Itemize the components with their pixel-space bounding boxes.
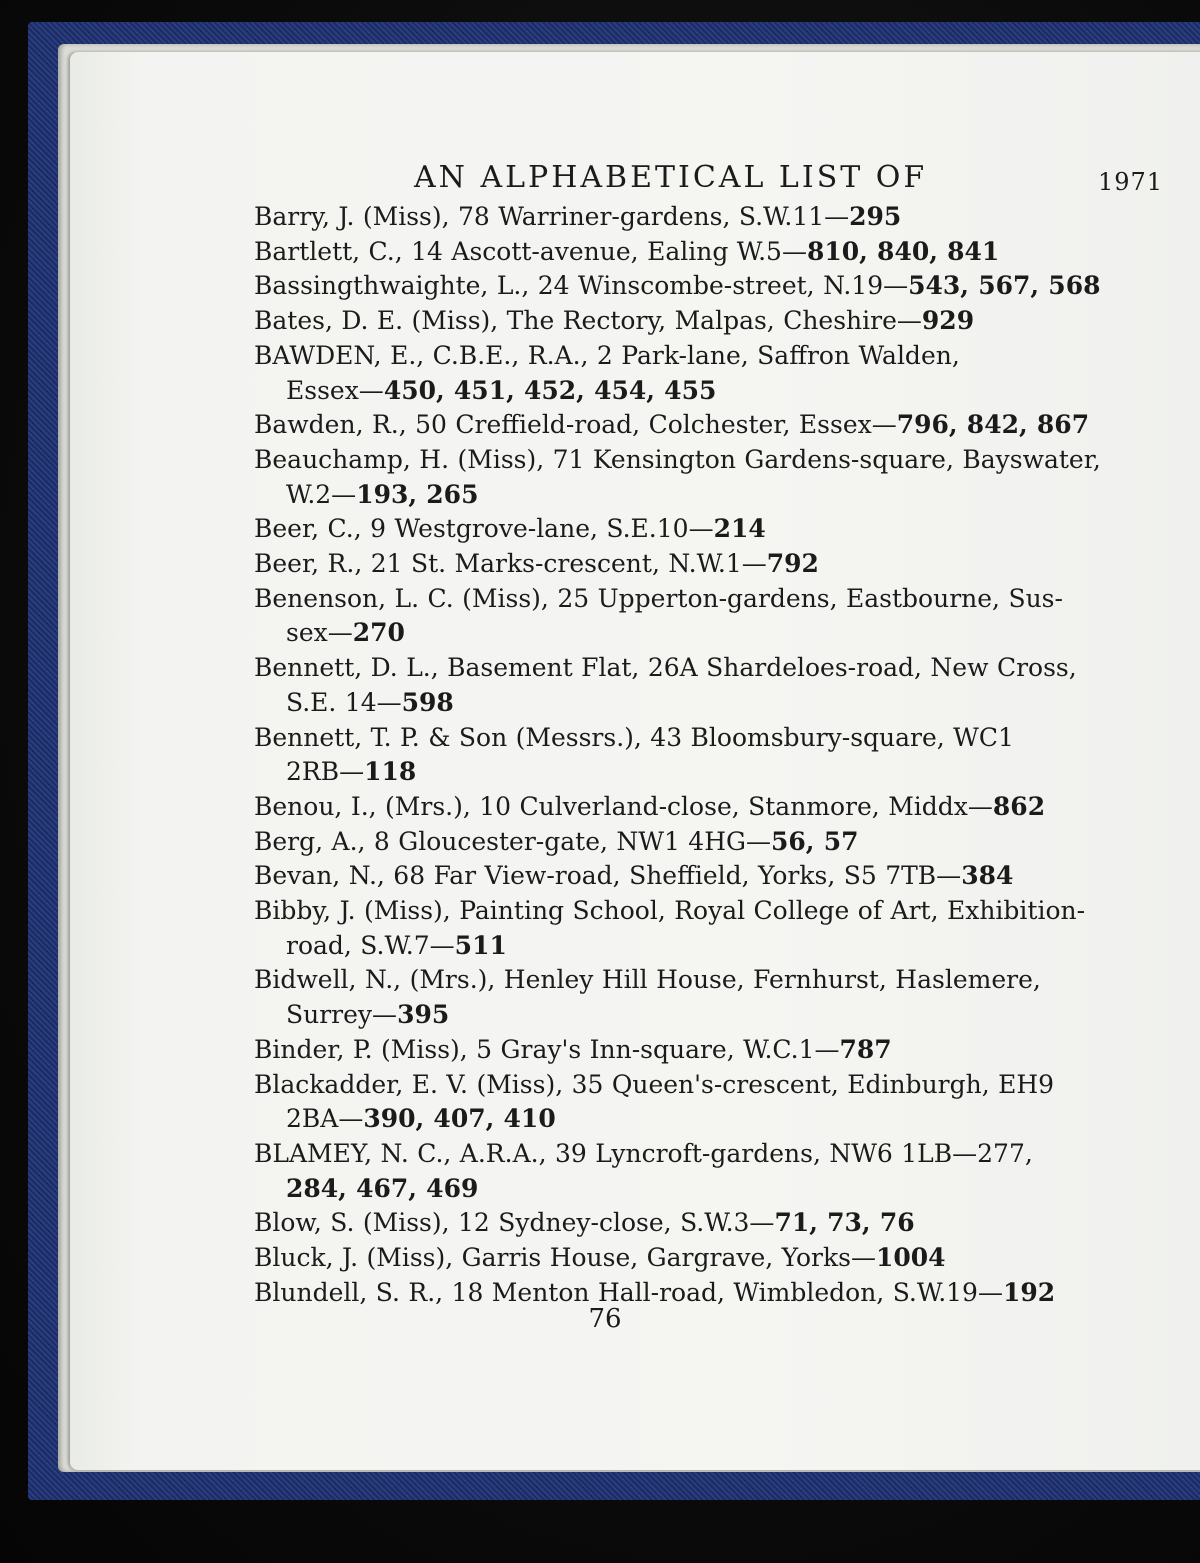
page-title: AN ALPHABETICAL LIST OF: [414, 160, 928, 195]
list-item: [254, 235, 1166, 270]
page-year: 1971: [1098, 168, 1164, 196]
entry-numbers: 71, 73, 76: [774, 1208, 915, 1238]
entry-text: Blackadder, E. V. (Miss), 35 Queen's-crescent, Edinburgh, EH9: [254, 1069, 1055, 1099]
entry-numbers: 543, 567, 568: [908, 271, 1101, 301]
entry-text: Beer, R., 21 St. Marks-crescent, N.W.1—: [254, 549, 767, 579]
entry-numbers: 390, 407, 410: [363, 1104, 556, 1134]
entry-numbers: 214: [713, 514, 766, 544]
entry-numbers: 792: [766, 549, 819, 579]
entry-list: [254, 200, 1166, 1311]
entry-text: Bassingthwaighte, L., 24 Winscombe-street, N.19—: [254, 271, 909, 301]
entry-text: Bluck, J. (Miss), Garris House, Gargrave, Yorks—: [254, 1243, 876, 1273]
list-item: [254, 443, 1166, 512]
list-item: [254, 512, 1166, 547]
entry-numbers: 598: [401, 687, 454, 717]
entry-text: Binder, P. (Miss), 5 Gray's Inn-square, W.C.1—: [254, 1034, 840, 1064]
entry-numbers: 295: [849, 202, 902, 231]
entry-cont-text: S.E. 14—: [286, 687, 402, 717]
entry-text: Benou, I., (Mrs.), 10 Culverland-close, Stanmore, Middx—: [254, 791, 993, 821]
entry-numbers: 56, 57: [771, 826, 859, 856]
list-item: [254, 963, 1166, 1032]
list-item: [254, 304, 1166, 339]
entry-numbers: 862: [992, 791, 1046, 821]
entry-text: Bidwell, N., (Mrs.), Henley Hill House, Fernhurst, Haslemere,: [254, 965, 1041, 995]
list-item: [254, 339, 1166, 408]
entry-text: Bevan, N., 68 Far View-road, Sheffield, Yorks, S5 7TB—: [254, 861, 962, 891]
entry-numbers: 810, 840, 841: [806, 236, 1000, 266]
entry-text: Bennett, D. L., Basement Flat, 26A Shardeloes-road, New Cross,: [254, 653, 1077, 683]
entry-continuation: [254, 616, 1166, 651]
list-item: [254, 1206, 1166, 1241]
entry-cont-text: Surrey—: [286, 1000, 398, 1030]
entry-numbers: 787: [839, 1034, 892, 1064]
list-item: [254, 269, 1166, 304]
entry-numbers: 511: [454, 930, 507, 960]
entry-text: BAWDEN, E., C.B.E., R.A., 2 Park-lane, Saffron Walden,: [254, 340, 960, 370]
page-number: 76: [588, 1304, 622, 1334]
entry-cont-text: Essex—: [286, 375, 384, 405]
list-item: [254, 200, 1166, 235]
entry-text: Bibby, J. (Miss), Painting School, Royal College of Art, Exhibition-: [254, 896, 1086, 926]
list-item: [254, 547, 1166, 582]
entry-continuation: [254, 1102, 1166, 1137]
entry-continuation: [254, 686, 1166, 721]
list-item: [254, 1033, 1166, 1068]
entry-numbers: 929: [921, 306, 975, 336]
list-item: [254, 1137, 1166, 1206]
list-item: [254, 408, 1166, 443]
entry-numbers: 1004: [875, 1243, 946, 1273]
entry-text: Benenson, L. C. (Miss), 25 Upperton-gardens, Eastbourne, Sus-: [254, 583, 1063, 613]
entry-text: Berg, A., 8 Gloucester-gate, NW1 4HG—: [254, 826, 771, 856]
list-item: [254, 651, 1166, 720]
entry-numbers: 384: [961, 861, 1014, 891]
entry-numbers: 284, 467, 469: [286, 1173, 479, 1203]
entry-text: Bawden, R., 50 Creffield-road, Colchester, Essex—: [254, 410, 897, 440]
entry-cont-text: W.2—: [286, 479, 357, 509]
entry-text: Beer, C., 9 Westgrove-lane, S.E.10—: [254, 514, 714, 544]
entry-text: Blundell, S. R., 18 Menton Hall-road, Wimbledon, S.W.19—: [254, 1277, 1003, 1307]
entry-numbers: 118: [364, 757, 417, 787]
list-item: [254, 1068, 1166, 1137]
entry-text: Bartlett, C., 14 Ascott-avenue, Ealing W.5—: [254, 236, 807, 266]
entry-continuation: [254, 374, 1166, 409]
entry-text: Bennett, T. P. & Son (Messrs.), 43 Bloomsbury-square, WC1: [254, 722, 1014, 752]
entry-numbers: 450, 451, 452, 454, 455: [383, 375, 717, 405]
running-header: [0, 160, 1200, 200]
entry-continuation: [254, 998, 1166, 1033]
list-item: [254, 582, 1166, 651]
list-item: [254, 825, 1166, 860]
entry-numbers: 193, 265: [356, 479, 479, 509]
entry-cont-text: road, S.W.7—: [286, 930, 455, 960]
list-item: [254, 721, 1166, 790]
entry-cont-text: 2BA—: [286, 1104, 364, 1134]
entry-text: Barry, J. (Miss), 78 Warriner-gardens, S.W.11—: [254, 202, 850, 231]
list-item: [254, 790, 1166, 825]
entry-cont-text: 2RB—: [286, 757, 365, 787]
entry-numbers: 796, 842, 867: [896, 410, 1090, 440]
entry-text: BLAMEY, N. C., A.R.A., 39 Lyncroft-gardens, NW6 1LB—277,: [254, 1138, 1033, 1168]
list-item: [254, 894, 1166, 963]
entry-numbers: 270: [352, 618, 405, 648]
entry-numbers: 395: [397, 1000, 450, 1030]
entry-continuation: [254, 1172, 1166, 1207]
entry-text: Blow, S. (Miss), 12 Sydney-close, S.W.3—: [254, 1208, 775, 1238]
entry-text: Beauchamp, H. (Miss), 71 Kensington Gardens-square, Bayswater,: [254, 444, 1101, 474]
entry-numbers: 192: [1002, 1277, 1056, 1307]
entry-cont-text: sex—: [286, 618, 353, 648]
entry-continuation: [254, 478, 1166, 513]
entry-continuation: [254, 755, 1166, 790]
list-item: [254, 1241, 1166, 1276]
entry-continuation: [254, 929, 1166, 964]
entry-text: Bates, D. E. (Miss), The Rectory, Malpas, Cheshire—: [254, 306, 922, 336]
list-item: [254, 859, 1166, 894]
